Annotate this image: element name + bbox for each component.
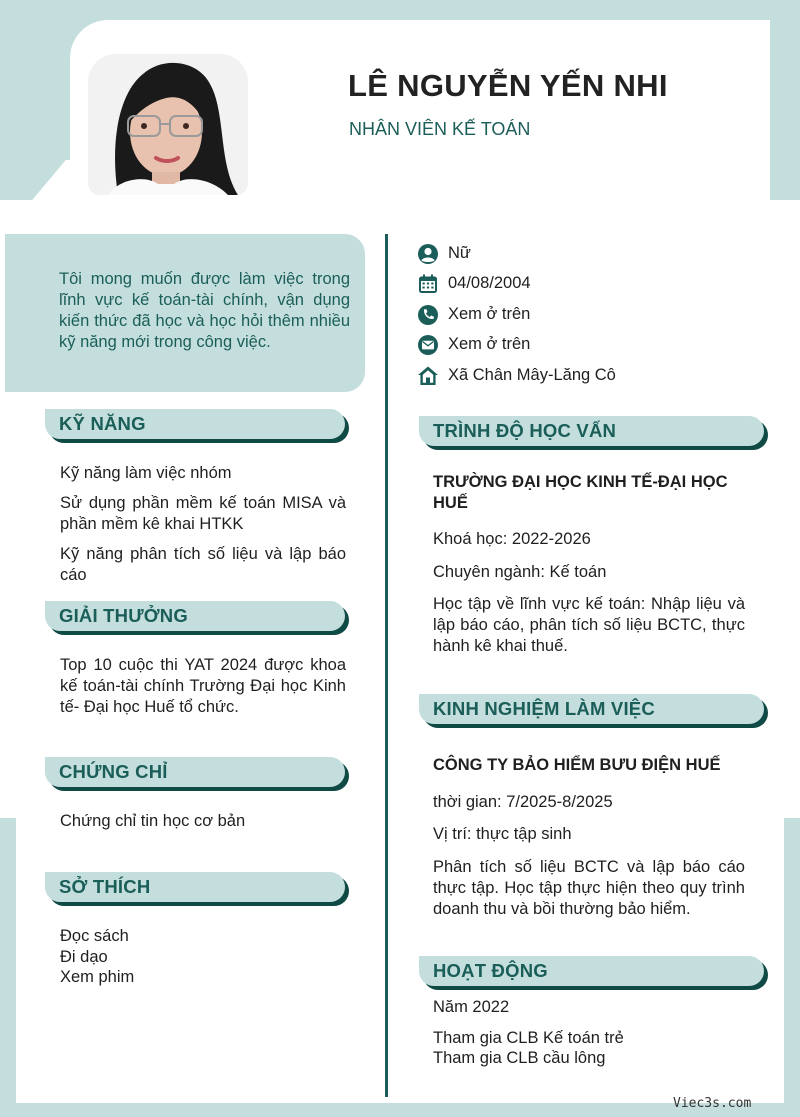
activities-title: HOẠT ĐỘNG (433, 960, 548, 981)
section-header-hobbies (45, 872, 345, 902)
experience-description: Phân tích số liệu BCTC và lập báo cáo thực tập. Học tập thực hiện theo quy trình doanh thu và bồi thường bảo hiểm. (433, 858, 745, 918)
gender-value: Nữ (448, 244, 471, 262)
section-header-awards (45, 601, 345, 631)
candidate-name: LÊ NGUYỄN YẾN NHI (348, 68, 668, 103)
calendar-icon (417, 273, 439, 295)
frame-right (784, 818, 800, 1117)
skill-item: Sử dụng phần mềm kế toán MISA và phần mềm kê khai HTKK (60, 494, 346, 533)
education-description: Học tập về lĩnh vực kế toán: Nhập liệu và lập báo cáo, phân tích số liệu BCTC, thực hành kê khai thuế. (433, 595, 745, 655)
contact-birthday (417, 272, 717, 296)
certificate-item: Chứng chỉ tin học cơ bản (60, 812, 246, 830)
hobby-item: Xem phim (60, 968, 135, 986)
activity-item: Tham gia CLB Kế toán trẻ (433, 1029, 624, 1047)
experience-title: KINH NGHIỆM LÀM VIỆC (433, 698, 655, 719)
home-icon (417, 365, 439, 387)
certificates-title: CHỨNG CHỈ (59, 761, 168, 782)
experience-position: Vị trí: thực tập sinh (433, 825, 572, 843)
hobby-item: Đi dạo (60, 948, 108, 966)
hobby-item: Đọc sách (60, 927, 129, 945)
section-header-activities (419, 956, 764, 986)
address-value: Xã Chân Mây-Lăng Cô (448, 366, 616, 384)
contact-gender (417, 242, 717, 266)
skills-title: KỸ NĂNG (59, 413, 146, 434)
contact-phone (417, 303, 717, 327)
email-value: Xem ở trên (448, 335, 531, 353)
phone-icon (417, 304, 439, 326)
contact-email (417, 333, 717, 357)
awards-text: Top 10 cuộc thi YAT 2024 được khoa kế toán-tài chính Trường Đại học Kinh tế- Đại học Huế tổ chức. (60, 656, 346, 716)
profile-photo (88, 54, 248, 195)
skill-item: Kỹ năng làm việc nhóm (60, 464, 232, 482)
column-divider (385, 234, 388, 1097)
education-title: TRÌNH ĐỘ HỌC VẤN (433, 420, 617, 441)
watermark: Viec3s.com (673, 1096, 752, 1111)
section-header-experience (419, 694, 764, 724)
skill-item: Kỹ năng phân tích số liệu và lập báo cáo (60, 545, 346, 584)
education-course: Khoá học: 2022-2026 (433, 530, 591, 548)
company-name: CÔNG TY BẢO HIỂM BƯU ĐIỆN HUẾ (433, 756, 721, 774)
job-title: NHÂN VIÊN KẾ TOÁN (349, 119, 531, 139)
experience-time: thời gian: 7/2025-8/2025 (433, 793, 613, 811)
objective-panel (5, 234, 365, 392)
frame-left (0, 818, 16, 1117)
objective-text: Tôi mong muốn được làm việc trong lĩnh vực kế toán-tài chính, vận dụng kiến thức đã học và học hỏi thêm nhiều kỹ năng mới trong công việc. (59, 270, 350, 351)
contact-address (417, 364, 717, 388)
activity-item: Tham gia CLB cầu lông (433, 1049, 606, 1067)
education-major: Chuyên ngành: Kế toán (433, 563, 607, 581)
user-icon (417, 243, 439, 265)
section-header-education (419, 416, 764, 446)
activities-year: Năm 2022 (433, 998, 510, 1016)
awards-title: GIẢI THƯỞNG (59, 605, 188, 626)
birthday-value: 04/08/2004 (448, 274, 531, 292)
phone-value: Xem ở trên (448, 305, 531, 323)
hobbies-title: SỞ THÍCH (59, 876, 151, 897)
mail-icon (417, 334, 439, 356)
section-header-certificates (45, 757, 345, 787)
section-header-skills (45, 409, 345, 439)
school-name: TRƯỜNG ĐẠI HỌC KINH TẾ-ĐẠI HỌC HUẾ (433, 473, 728, 512)
